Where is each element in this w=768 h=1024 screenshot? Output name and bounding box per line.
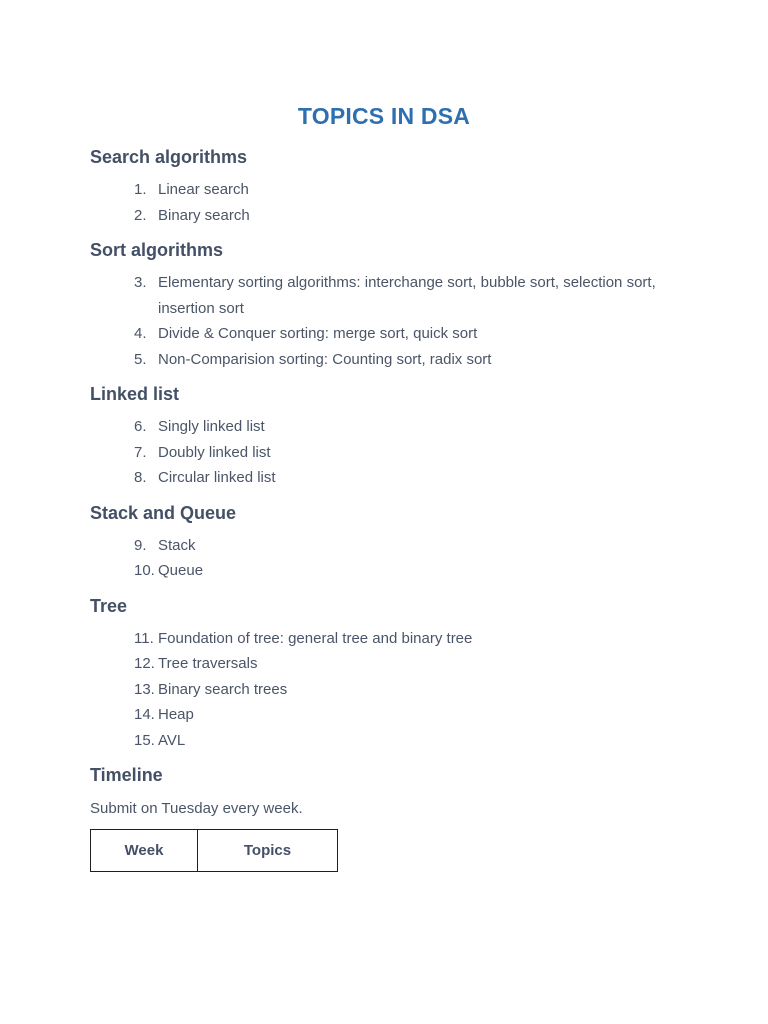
timeline-table [90, 829, 338, 872]
list-item-number: 9. [134, 536, 147, 554]
list-item-text: Foundation of tree: general tree and binary tree [158, 629, 473, 647]
list-item-number: 12. [134, 655, 155, 672]
section-heading: Linked list [90, 384, 180, 404]
list-item-number: 15. [134, 731, 155, 749]
list-item [90, 558, 678, 584]
list-item [90, 626, 678, 652]
timeline-heading: Timeline [90, 765, 163, 785]
list-item-text: Divide & Conquer sorting: merge sort, quick sort [158, 325, 478, 342]
list-item [90, 533, 678, 559]
section-heading: Search algorithms [90, 147, 248, 167]
list-item-text: Tree traversals [158, 655, 258, 672]
topic-list [90, 270, 678, 372]
table-header-week: Week [91, 830, 198, 872]
list-item [90, 677, 678, 703]
list-item-number: 14. [134, 706, 155, 723]
section-heading: Sort algorithms [90, 240, 224, 260]
table-header-topics: Topics [198, 830, 338, 872]
list-item [90, 270, 678, 321]
topic-sections [90, 145, 678, 753]
section-heading: Tree [90, 595, 128, 616]
section-heading: Stack and Queue [90, 502, 237, 523]
list-item-number: 3. [134, 274, 147, 291]
list-item-text: Linear search [158, 181, 249, 198]
list-item [90, 203, 678, 229]
topic-list [90, 533, 678, 584]
list-item [90, 651, 678, 677]
list-item [90, 440, 678, 466]
list-item-number: 2. [134, 206, 147, 224]
list-item-number: 5. [134, 350, 147, 368]
list-item-text: Non-Comparision sorting: Counting sort, radix sort [158, 350, 492, 368]
list-item-text: Stack [158, 536, 196, 554]
list-item-text: AVL [158, 731, 186, 749]
list-item [90, 702, 678, 728]
list-item-number: 10. [134, 562, 155, 579]
table-header-row [91, 830, 338, 872]
list-item [90, 347, 678, 373]
list-item-text: Heap [158, 706, 194, 723]
list-item-text: Binary search [158, 206, 250, 224]
list-item [90, 321, 678, 347]
list-item-text: Queue [158, 562, 204, 579]
list-item [90, 728, 678, 754]
list-item-text: Doubly linked list [158, 443, 271, 461]
list-item-number: 11. [134, 629, 154, 647]
list-item [90, 465, 678, 491]
list-item [90, 177, 678, 203]
topic-list [90, 626, 678, 754]
list-item-text: Singly linked list [158, 418, 265, 435]
list-item-number: 13. [134, 680, 155, 698]
document-page [90, 100, 678, 872]
list-item-number: 7. [134, 443, 147, 461]
list-item-text: Circular linked list [158, 469, 276, 486]
topic-list [90, 414, 678, 491]
list-item-text: Binary search trees [158, 680, 288, 698]
document-title: TOPICS IN DSA [297, 103, 471, 129]
topic-list [90, 177, 678, 228]
list-item-number: 6. [134, 418, 147, 435]
list-item-number: 4. [134, 325, 147, 342]
list-item-number: 1. [134, 181, 147, 198]
list-item-number: 8. [134, 469, 147, 486]
list-item-text: Elementary sorting algorithms: interchange sort, bubble sort, selection sort, insertion sort [158, 274, 656, 317]
list-item [90, 414, 678, 440]
timeline-note: Submit on Tuesday every week. [90, 800, 303, 817]
